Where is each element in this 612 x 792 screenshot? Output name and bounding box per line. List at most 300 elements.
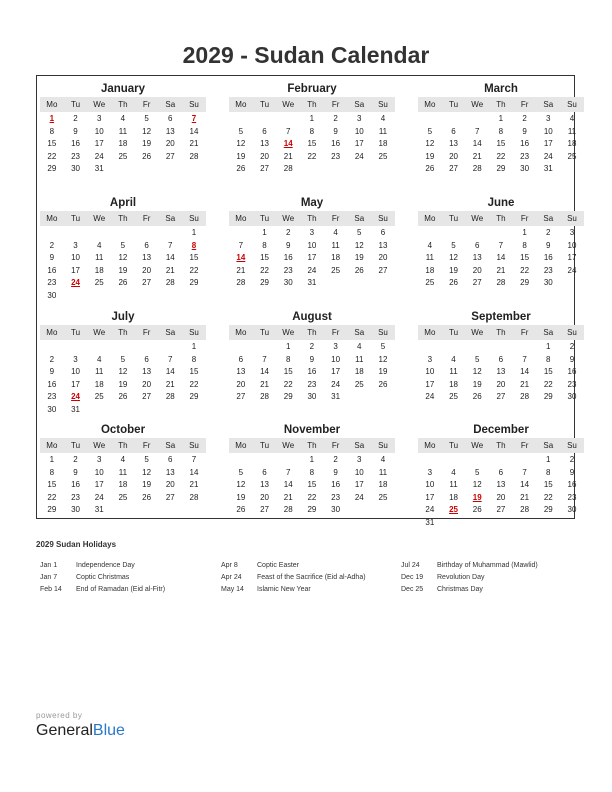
weekday-label: Sa [354,100,365,109]
weekday-label: Fr [520,100,529,109]
day-cell: 23 [331,492,341,502]
holiday-name: Birthday of Muhammad (Mawlid) [437,562,538,569]
holiday-day-cell: 24 [71,278,80,287]
day-grid [40,113,206,176]
day-cell: 4 [120,455,126,464]
day-cell: 23 [47,392,57,401]
day-cell: 16 [567,480,577,489]
day-cell: 16 [520,139,530,148]
day-cell: 26 [142,151,152,161]
day-cell: 22 [47,151,57,161]
month-name: March [484,83,518,95]
day-cell: 18 [118,480,128,489]
day-cell: 22 [307,151,317,161]
weekday-label: Th [118,100,128,109]
weekday-label: Fr [331,441,340,450]
weekday-label: Su [378,100,388,109]
weekday-label: We [471,100,484,109]
day-cell: 28 [283,164,293,173]
weekday-label: Th [496,100,506,109]
day-cell: 15 [260,253,269,262]
empty-day-cell [418,341,442,354]
day-cell: 22 [520,265,530,275]
weekday-label: Mo [235,441,247,450]
weekday-label: Sa [543,328,554,337]
weekday-label: Mo [424,214,436,223]
holiday-row [221,560,401,572]
weekday-label: Th [307,441,317,450]
day-cell: 26 [236,164,246,173]
day-cell: 11 [331,240,340,250]
day-cell: 10 [307,240,317,250]
day-cell: 18 [354,367,364,376]
month-name: February [287,83,337,95]
day-cell: 14 [189,126,199,136]
day-cell: 17 [331,367,341,376]
day-cell: 22 [189,265,199,275]
holiday-column [401,560,581,596]
day-cell: 30 [567,392,577,401]
day-cell: 20 [142,379,152,389]
day-cell: 3 [73,240,78,250]
holiday-name: Feast of the Sacrifice (Eid al-Adha) [257,574,366,581]
weekday-label: We [471,328,484,337]
day-cell: 21 [165,265,175,275]
day-cell: 22 [496,151,506,161]
day-cell: 13 [472,253,482,262]
day-cell: 27 [449,164,458,173]
empty-day-cell [253,454,277,467]
day-cell: 24 [307,265,317,275]
month-january [40,81,206,176]
day-cell: 25 [94,278,104,287]
day-grid [40,341,206,416]
day-cell: 7 [522,354,527,364]
month-december [418,422,584,529]
day-cell: 25 [94,392,104,401]
month-name: January [100,83,146,95]
weekday-label: Fr [331,214,340,223]
empty-day-cell [111,227,135,240]
day-cell: 25 [378,151,388,161]
day-cell: 1 [546,455,551,464]
weekday-label: Su [189,100,199,109]
empty-day-cell [418,454,442,467]
empty-day-cell [158,227,182,240]
day-cell: 29 [543,505,553,514]
day-cell: 16 [47,265,57,275]
day-cell: 17 [94,480,104,489]
day-cell: 21 [520,379,530,389]
day-cell: 5 [474,354,480,364]
day-grid [418,227,584,290]
weekday-label: Tu [449,441,459,450]
holiday-date: Feb 14 [40,586,62,593]
day-cell: 25 [118,492,128,502]
weekday-label: Su [189,441,199,450]
weekday-header [418,97,584,112]
day-cell: 11 [118,467,128,477]
day-cell: 1 [191,342,197,351]
day-cell: 10 [425,367,435,376]
day-cell: 2 [73,114,78,123]
weekday-header [418,325,584,340]
day-cell: 5 [451,240,456,250]
day-cell: 26 [472,505,482,514]
day-cell: 16 [543,253,553,262]
month-april [40,195,206,302]
month-name: June [487,197,515,209]
weekday-label: Tu [71,214,81,223]
weekday-header [229,438,395,453]
day-cell: 23 [520,151,530,161]
empty-day-cell [418,113,442,126]
day-cell: 4 [451,354,456,364]
day-cell: 3 [96,455,102,464]
holiday-row [40,572,220,584]
day-cell: 17 [354,480,364,489]
day-cell: 10 [567,240,577,250]
empty-day-cell [40,341,64,354]
day-cell: 19 [118,265,128,275]
day-cell: 18 [94,379,104,389]
weekday-label: Tu [71,100,81,109]
day-cell: 18 [378,139,388,148]
day-cell: 4 [96,240,102,250]
weekday-label: Tu [260,328,270,337]
weekday-label: Su [567,328,577,337]
day-cell: 24 [94,151,104,161]
day-cell: 22 [307,492,317,502]
day-cell: 13 [496,480,506,489]
day-cell: 21 [260,379,269,389]
day-cell: 21 [496,265,506,275]
day-cell: 3 [546,114,551,123]
day-cell: 27 [165,151,175,161]
day-cell: 13 [260,480,269,489]
day-cell: 20 [165,139,175,148]
day-cell: 9 [546,240,551,250]
day-cell: 20 [260,151,269,161]
day-cell: 14 [189,467,199,477]
day-cell: 30 [71,164,80,173]
day-cell: 20 [472,265,482,275]
day-cell: 6 [168,455,173,464]
weekday-header [40,97,206,112]
day-cell: 12 [472,367,482,376]
empty-day-cell [465,454,489,467]
weekday-label: Th [496,328,506,337]
holiday-date: Jan 1 [40,562,58,569]
day-cell: 9 [569,354,575,364]
day-cell: 14 [520,480,530,489]
day-cell: 25 [354,379,364,389]
day-cell: 9 [333,126,338,136]
day-cell: 1 [522,228,527,237]
day-cell: 28 [189,151,199,161]
day-cell: 27 [260,164,269,173]
day-cell: 31 [307,278,317,287]
day-cell: 23 [307,379,317,389]
month-name: October [100,424,146,436]
day-cell: 21 [283,151,293,161]
day-cell: 12 [425,139,435,148]
day-cell: 25 [425,278,435,287]
day-cell: 14 [165,367,175,376]
day-cell: 13 [378,240,388,250]
empty-day-cell [513,454,537,467]
weekday-label: Mo [46,100,58,109]
day-cell: 21 [520,492,530,502]
day-cell: 12 [236,139,246,148]
day-cell: 28 [472,164,482,173]
day-cell: 11 [95,367,104,376]
day-cell: 8 [498,126,504,136]
day-cell: 19 [236,151,246,161]
weekday-label: We [93,100,106,109]
holiday-name: End of Ramadan (Eid al-Fitr) [76,586,166,593]
day-cell: 9 [73,467,78,477]
holiday-date: May 14 [221,586,244,593]
weekday-label: Th [307,100,317,109]
day-cell: 4 [120,114,126,123]
day-cell: 16 [47,379,57,389]
weekday-label: Th [496,441,506,450]
day-cell: 25 [449,392,458,401]
day-cell: 30 [567,505,577,514]
day-cell: 6 [144,354,149,364]
day-cell: 23 [567,492,577,502]
day-cell: 11 [378,126,388,136]
day-cell: 12 [118,253,128,262]
day-cell: 29 [47,164,57,173]
weekday-label: Fr [142,214,151,223]
day-cell: 27 [165,492,175,502]
day-cell: 18 [118,139,128,148]
holiday-day-cell: 24 [71,392,80,401]
day-cell: 7 [262,354,267,364]
day-cell: 21 [165,379,175,389]
day-cell: 19 [472,379,482,389]
day-cell: 2 [309,342,315,351]
weekday-label: Fr [142,100,151,109]
empty-day-cell [229,454,253,467]
weekday-label: Fr [520,441,529,450]
day-grid [40,454,206,517]
weekday-label: Mo [424,100,436,109]
month-name: August [292,311,332,323]
day-cell: 2 [49,354,55,364]
day-cell: 28 [283,505,293,514]
day-cell: 2 [546,228,551,237]
day-cell: 31 [94,164,104,173]
day-cell: 17 [71,265,80,275]
day-cell: 21 [283,492,293,502]
day-cell: 25 [567,151,577,161]
weekday-label: Fr [331,328,340,337]
day-cell: 29 [283,392,293,401]
day-cell: 16 [283,253,293,262]
day-cell: 4 [96,354,102,364]
day-cell: 29 [260,278,269,287]
day-cell: 16 [331,139,341,148]
day-cell: 18 [449,379,458,389]
day-cell: 19 [425,151,435,161]
weekday-label: Mo [46,328,58,337]
day-cell: 15 [283,367,293,376]
brand-name-blue: Blue [92,722,125,739]
weekday-label: Sa [543,214,554,223]
day-cell: 3 [357,114,362,123]
day-cell: 24 [543,151,553,161]
weekday-header [418,211,584,226]
day-cell: 6 [168,114,173,123]
day-cell: 2 [333,455,338,464]
day-cell: 12 [118,367,128,376]
day-cell: 29 [189,278,199,287]
day-cell: 1 [498,114,504,123]
brand-logo [36,722,125,740]
day-cell: 9 [309,354,315,364]
day-cell: 10 [543,126,553,136]
day-cell: 16 [331,480,341,489]
day-cell: 18 [425,265,435,275]
day-cell: 5 [474,467,480,477]
day-cell: 26 [142,492,152,502]
day-cell: 24 [354,492,364,502]
day-cell: 26 [118,392,128,401]
day-cell: 5 [144,114,149,123]
weekday-label: Mo [235,328,247,337]
day-cell: 19 [236,492,246,502]
weekday-header [229,211,395,226]
day-cell: 12 [236,480,246,489]
day-cell: 6 [144,240,149,250]
empty-day-cell [135,227,159,240]
day-cell: 26 [354,265,364,275]
weekday-label: Mo [46,214,58,223]
day-cell: 10 [354,126,364,136]
day-cell: 19 [354,253,364,262]
day-cell: 27 [142,392,152,401]
weekday-label: Su [567,100,577,109]
weekday-label: Sa [165,328,176,337]
day-cell: 19 [118,379,128,389]
day-cell: 28 [189,492,199,502]
day-cell: 22 [543,492,553,502]
day-cell: 13 [142,253,152,262]
day-cell: 19 [449,265,458,275]
day-cell: 23 [567,379,577,389]
day-cell: 31 [94,505,104,514]
holiday-row [40,560,220,572]
weekday-label: We [282,328,295,337]
weekday-label: Sa [165,100,176,109]
day-cell: 26 [378,379,388,389]
day-cell: 7 [238,240,244,250]
day-cell: 12 [449,253,458,262]
day-cell: 22 [47,492,57,502]
day-cell: 7 [285,126,291,136]
day-cell: 6 [451,126,456,136]
day-cell: 19 [142,139,152,148]
day-cell: 30 [543,278,553,287]
empty-day-cell [87,227,111,240]
day-cell: 20 [449,151,458,161]
day-cell: 15 [543,367,553,376]
weekday-header [40,211,206,226]
weekday-label: Su [378,214,388,223]
day-cell: 20 [496,379,506,389]
day-cell: 30 [520,164,530,173]
weekday-label: Tu [449,214,459,223]
day-cell: 2 [522,114,527,123]
day-cell: 3 [73,354,78,364]
day-cell: 16 [307,367,317,376]
day-cell: 28 [260,392,269,401]
day-cell: 11 [355,354,364,364]
empty-day-cell [40,227,64,240]
empty-day-cell [135,341,159,354]
month-november [229,422,395,517]
day-cell: 28 [520,505,530,514]
empty-day-cell [64,227,88,240]
weekday-label: Th [307,328,317,337]
empty-day-cell [489,341,513,354]
day-grid [418,113,584,176]
day-cell: 8 [522,240,527,250]
weekday-label: Mo [235,214,247,223]
day-cell: 17 [307,253,317,262]
day-cell: 1 [191,228,197,237]
day-cell: 17 [425,379,435,389]
month-july [40,309,206,416]
weekday-label: Th [496,214,506,223]
day-cell: 1 [49,455,55,464]
holiday-row [401,584,581,596]
day-cell: 25 [118,151,128,161]
day-cell: 12 [378,354,388,364]
day-cell: 30 [331,505,341,514]
empty-day-cell [418,227,442,240]
month-name: July [111,311,135,323]
day-cell: 10 [94,126,104,136]
empty-day-cell [276,113,300,126]
holiday-date: Apr 8 [221,562,238,569]
day-cell: 18 [449,492,458,502]
day-cell: 3 [427,467,433,477]
day-cell: 9 [73,126,78,136]
weekday-label: Fr [142,328,151,337]
month-name: April [109,197,137,209]
weekday-header [40,325,206,340]
day-cell: 19 [378,367,388,376]
empty-day-cell [465,113,489,126]
day-cell: 7 [285,467,291,477]
day-cell: 22 [189,379,199,389]
day-cell: 15 [47,139,57,148]
weekday-label: Sa [543,100,554,109]
day-cell: 22 [260,265,269,275]
day-cell: 1 [309,114,315,123]
day-cell: 30 [71,505,80,514]
empty-day-cell [442,227,466,240]
day-cell: 11 [425,253,434,262]
day-cell: 27 [472,278,482,287]
weekday-label: Tu [71,328,81,337]
month-june [418,195,584,290]
day-cell: 18 [94,265,104,275]
